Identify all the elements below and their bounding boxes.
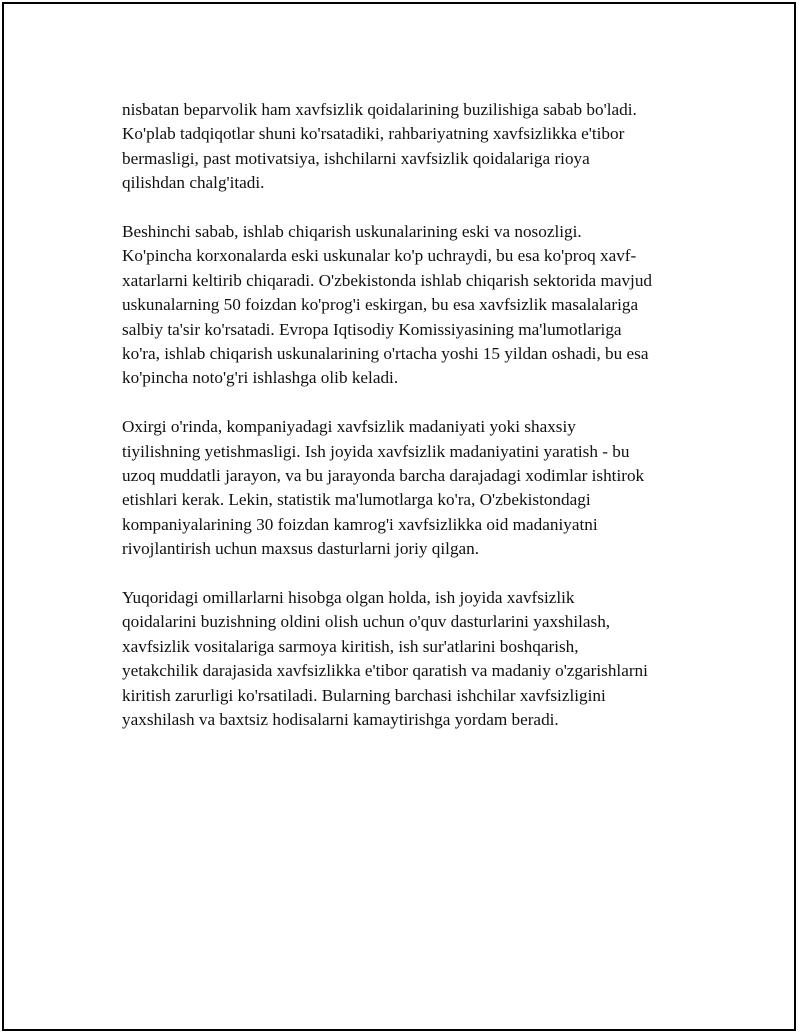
- text-line: xavfsizlik vositalariga sarmoya kiritish, ish sur'atlarini boshqarish,: [122, 636, 579, 656]
- document-body: [122, 98, 702, 757]
- text-line: ko'pincha noto'g'ri ishlashga olib keladi.: [122, 368, 399, 388]
- text-line: kompaniyalarining 30 foizdan kamrog'i xavfsizlikka oid madaniyatni: [122, 514, 598, 534]
- text-line: xatarlarni keltirib chiqaradi. O'zbekistonda ishlab chiqarish sektorida mavjud: [122, 270, 653, 290]
- text-line: rivojlantirish uchun maxsus dasturlarni joriy qilgan.: [122, 539, 480, 559]
- text-line: Yuqoridagi omillarlarni hisobga olgan holda, ish joyida xavfsizlik: [122, 588, 575, 608]
- paragraph-1: [122, 98, 702, 196]
- text-line: Beshinchi sabab, ishlab chiqarish uskunalarining eski va nosozligi.: [122, 222, 582, 242]
- paragraph-4: [122, 586, 702, 732]
- text-line: ko'ra, ishlab chiqarish uskunalarining o'rtacha yoshi 15 yildan oshadi, bu esa: [122, 344, 649, 364]
- paragraph-3: [122, 415, 702, 561]
- text-line: yetakchilik darajasida xavfsizlikka e'tibor qaratish va madaniy o'zgarishlarni: [122, 661, 648, 681]
- text-line: tiyilishning yetishmasligi. Ish joyida xavfsizlik madaniyatini yaratish - bu: [122, 441, 630, 461]
- text-line: qoidalarini buzishning oldini olish uchun o'quv dasturlarini yaxshilash,: [122, 612, 611, 632]
- text-line: Ko'pincha korxonalarda eski uskunalar ko'p uchraydi, bu esa ko'proq xavf-: [122, 246, 637, 266]
- text-line: Ko'plab tadqiqotlar shuni ko'rsatadiki, rahbariyatning xavfsizlikka e'tibor: [122, 124, 625, 144]
- text-line: uskunalarning 50 foizdan ko'prog'i eskirgan, bu esa xavfsizlik masalalariga: [122, 295, 639, 315]
- text-line: nisbatan beparvolik ham xavfsizlik qoidalarining buzilishiga sabab bo'ladi.: [122, 100, 637, 119]
- text-line: bermasligi, past motivatsiya, ishchilarni xavfsizlik qoidalariga rioya: [122, 148, 590, 168]
- text-line: uzoq muddatli jarayon, va bu jarayonda barcha darajadagi xodimlar ishtirok: [122, 466, 645, 486]
- page-frame: [2, 2, 796, 1031]
- text-line: Oxirgi o'rinda, kompaniyadagi xavfsizlik madaniyati yoki shaxsiy: [122, 417, 576, 437]
- text-line: etishlari kerak. Lekin, statistik ma'lumotlarga ko'ra, O'zbekistondagi: [122, 490, 591, 510]
- text-line: salbiy ta'sir ko'rsatadi. Evropa Iqtisodiy Komissiyasining ma'lumotlariga: [122, 319, 622, 339]
- text-line: yaxshilash va baxtsiz hodisalarni kamaytirishga yordam beradi.: [122, 710, 559, 730]
- text-line: kiritish zarurligi ko'rsatiladi. Bularning barchasi ishchilar xavfsizligini: [122, 685, 606, 705]
- paragraph-2: [122, 220, 702, 391]
- text-line: qilishdan chalg'itadi.: [122, 173, 265, 193]
